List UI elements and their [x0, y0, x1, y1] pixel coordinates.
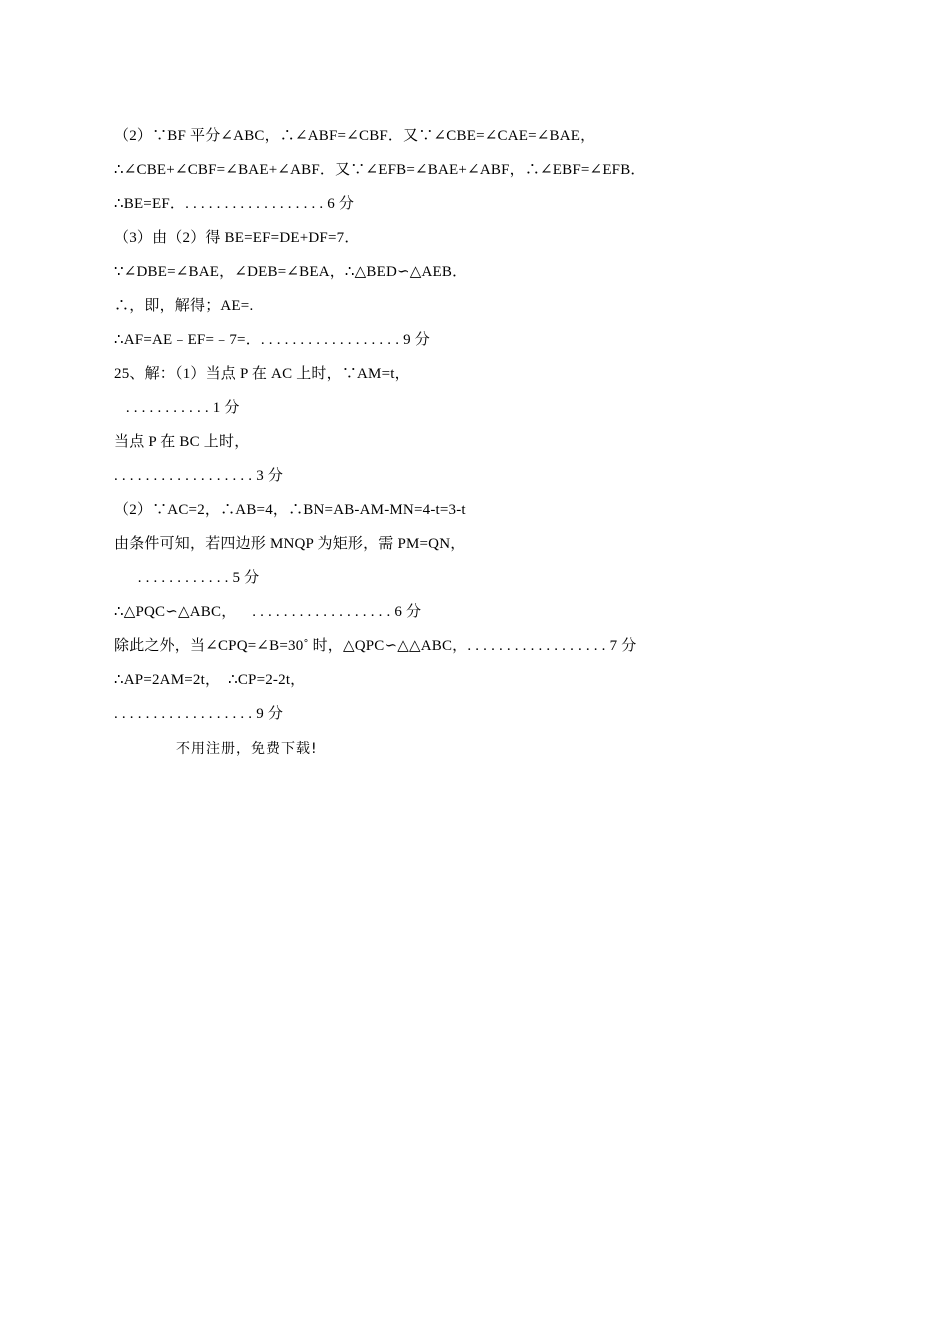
text-line-3: ∴BE=EF．. . . . . . . . . . . . . . . . . . 6 分 [114, 196, 355, 212]
text-line-9: . . . . . . . . . . . 1 分 [114, 400, 240, 416]
text-line-6: ∴，即，解得；AE=. [114, 298, 254, 314]
text-line-16: 除此之外，当∠CPQ=∠B=30˚ 时，△QPC∽△△ABC，. . . . . . . . . . . . . . . . . . 7 分 [114, 638, 637, 654]
text-line-11: . . . . . . . . . . . . . . . . . . 3 分 [114, 468, 284, 484]
text-line-12: （2）∵AC=2，∴AB=4，∴BN=AB-AM-MN=4-t=3-t [114, 502, 466, 518]
text-line-5: ∵∠DBE=∠BAE，∠DEB=∠BEA，∴△BED∽△AEB． [114, 264, 468, 280]
text-line-8: 25、解：（1）当点 P 在 AC 上时，∵AM=t， [114, 366, 410, 382]
text-line-10: 当点 P 在 BC 上时， [114, 434, 250, 450]
text-line-15: ∴△PQC∽△ABC， . . . . . . . . . . . . . . . . . . 6 分 [114, 604, 422, 620]
text-line-4: （3）由（2）得 BE=EF=DE+DF=7． [114, 230, 360, 246]
text-line-2: ∴∠CBE+∠CBF=∠BAE+∠ABF．又∵∠EFB=∠BAE+∠ABF，∴∠EBF=∠EFB． [114, 162, 646, 178]
text-line-18: . . . . . . . . . . . . . . . . . . 9 分 [114, 706, 284, 722]
text-line-14: . . . . . . . . . . . . 5 分 [114, 570, 260, 586]
text-line-1: （2）∵BF 平分∠ABC，∴∠ABF=∠CBF．又∵∠CBE=∠CAE=∠BAE， [114, 128, 596, 144]
text-line-7: ∴AF=AE﹣EF=﹣7=．. . . . . . . . . . . . . . . . . . 9 分 [114, 332, 430, 348]
text-line-17: ∴AP=2AM=2t， ∴CP=2-2t， [114, 672, 306, 688]
footer-note: 不用注册，免费下载! [176, 741, 318, 757]
text-line-13: 由条件可知，若四边形 MNQP 为矩形，需 PM=QN， [114, 536, 466, 552]
